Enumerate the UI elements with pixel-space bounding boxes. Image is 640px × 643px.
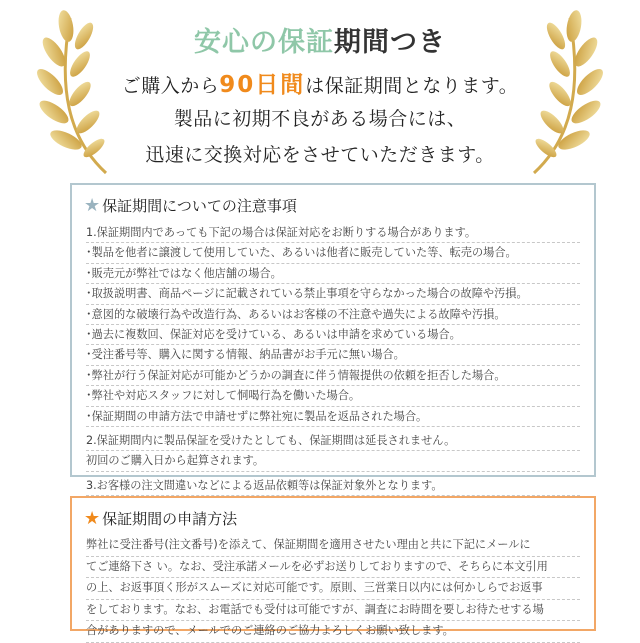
- notice-item: ･保証期間の申請方法で申請せずに弊社宛に製品を返品された場合。: [86, 407, 580, 427]
- hero-line1-accent: 90日間: [219, 72, 306, 98]
- notice-item: ･製品を他者に譲渡して使用していた、あるいは他者に販売していた等、転売の場合。: [86, 243, 580, 263]
- apply-line: をしております。なお、お電話でも受付は可能ですが、調査にお時間を要しお待たせする場: [86, 600, 580, 622]
- apply-heading-text: 保証期間の申請方法: [102, 510, 238, 528]
- notice-item: 1.保証期間内であっても下記の場合は保証対応をお断りする場合があります。: [86, 223, 580, 243]
- apply-line: てご連絡下さ い。なお、受注承諾メールを必ずお送りしておりますので、そちらに本文引用: [86, 557, 580, 579]
- star-icon: ★: [84, 508, 101, 529]
- hero-line1-before: ご購入から: [121, 75, 220, 97]
- notice-item: ･過去に複数回、保証対応を受けている、あるいは申請を求めている場合。: [86, 325, 580, 345]
- warranty-apply-box: [70, 496, 596, 637]
- hero-title-green: 安心の保証: [194, 27, 334, 58]
- apply-line: 弊社に受注番号(注文番号)を添えて、保証期間を適用させたい理由と共に下記にメールに: [86, 535, 580, 557]
- apply-line: 合がありますので、メールでのご連絡のご協力よろしくお願い致します。: [86, 621, 580, 643]
- notice-item-3: 3.お客様の注文間違いなどによる返品依頼等は保証対象外となります。: [86, 476, 580, 496]
- notice-heading: [84, 195, 580, 216]
- hero-line1-after: は保証期間となります。: [305, 75, 519, 97]
- star-icon: ★: [84, 195, 101, 216]
- notice-item: ･受注番号等、購入に関する情報、納品書がお手元に無い場合。: [86, 345, 580, 365]
- hero-line-exchange: 迅速に交換対応をさせていただきます。: [145, 144, 495, 166]
- notice-item: ･取扱説明書、商品ページに記載されている禁止事項を守らなかった場合の故障や汚損。: [86, 284, 580, 304]
- notice-item: ･販売元が弊社ではなく他店舗の場合。: [86, 264, 580, 284]
- apply-heading: [84, 508, 580, 529]
- apply-paragraph: [86, 535, 580, 643]
- hero-title-dark: 期間つき: [334, 27, 446, 58]
- hero-line-period: [0, 66, 640, 99]
- notice-list: [86, 223, 580, 496]
- hero-title: [0, 20, 640, 59]
- notice-item-2-line1: 2.保証期間内に製品保証を受けたとしても、保証期間は延長されません。: [86, 431, 580, 451]
- notice-item: ･意図的な破壊行為や改造行為、あるいはお客様の不注意や過失による故障や汚損。: [86, 305, 580, 325]
- notice-item-2-line2: 初回のご購入日から起算されます。: [86, 451, 580, 471]
- hero-line-defect: 製品に初期不良がある場合には、: [173, 108, 467, 130]
- notice-heading-text: 保証期間についての注意事項: [102, 197, 297, 215]
- notice-item: ･弊社が行う保証対応が可能かどうかの調査に伴う情報提供の依頼を拒否した場合。: [86, 366, 580, 386]
- apply-line: の上、お返事頂く形がスムーズに対応可能です。原則、三営業日以内には何かしらでお返事: [86, 578, 580, 600]
- notice-item: ･弊社や対応スタッフに対して恫喝行為を働いた場合。: [86, 386, 580, 406]
- warranty-notice-box: [70, 183, 596, 492]
